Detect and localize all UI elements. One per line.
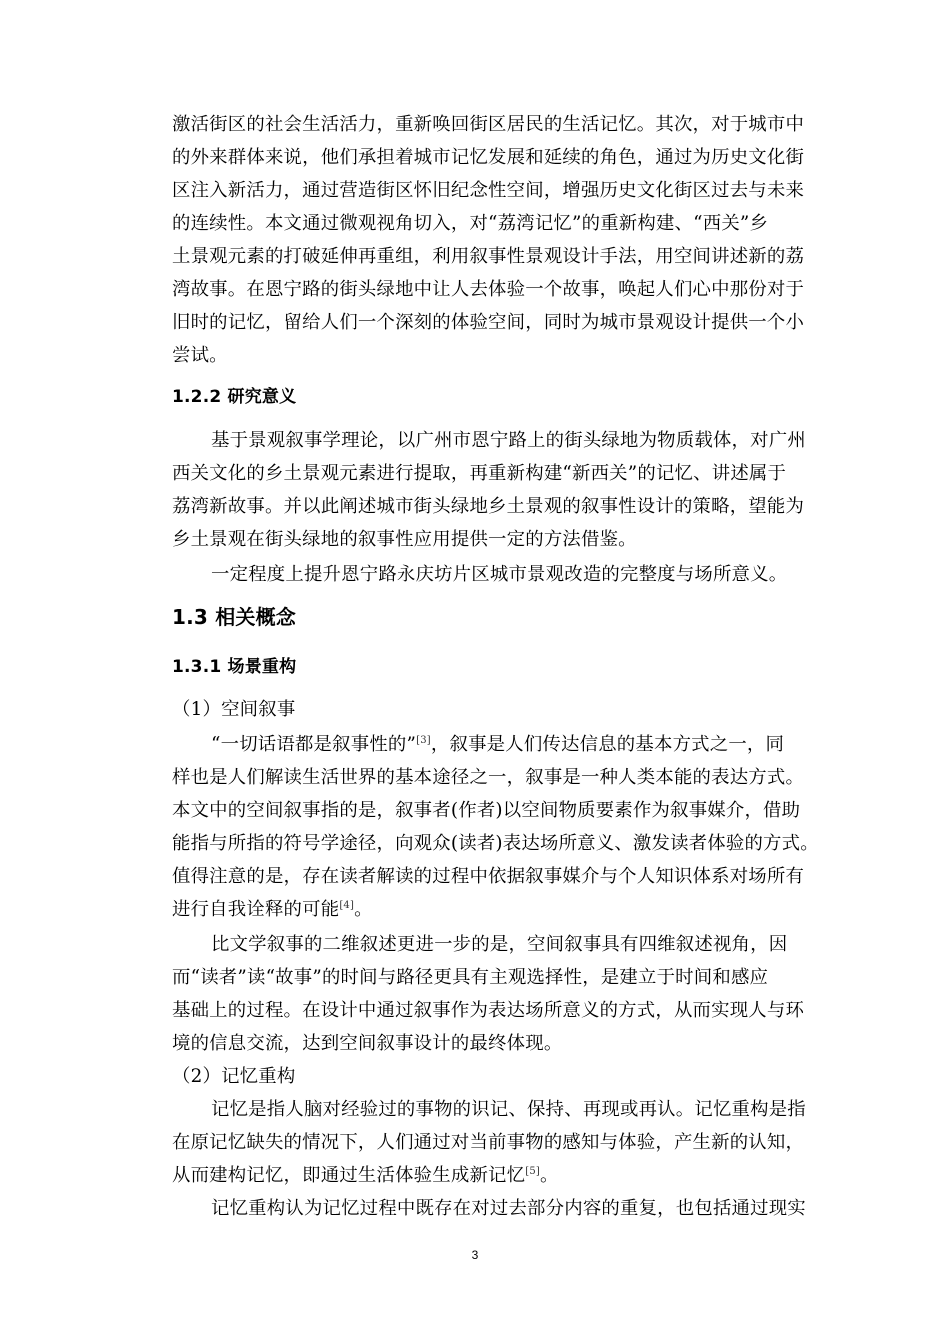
body-text: 进行自我诠释的可能 xyxy=(172,899,340,920)
section-heading-1-3-1: 1.3.1 场景重构 xyxy=(172,657,297,677)
body-text-line: 值得注意的是，存在读者解读的过程中依据叙事媒介与个人知识体系对场所有 xyxy=(172,866,805,887)
body-text: 。 xyxy=(540,1165,559,1186)
body-text-line: 荔湾新故事。并以此阐述城市街头绿地乡土景观的叙事性设计的策略，望能为 xyxy=(172,496,805,517)
quote-text: “一切话语都是叙事性的” xyxy=(211,734,417,755)
body-text-line: 乡土景观在街头绿地的叙事性应用提供一定的方法借鉴。 xyxy=(172,529,637,550)
body-text: 。 xyxy=(354,899,373,920)
body-text: ，叙事是人们传达信息的基本方式之一，同 xyxy=(430,734,785,755)
body-text-line: 区注入新活力，通过营造街区怀旧纪念性空间，增强历史文化街区过去与未来 xyxy=(172,180,805,201)
citation-ref: [4] xyxy=(339,900,355,911)
body-text-line: 西关文化的乡土景观元素进行提取，再重新构建“新西关”的记忆、讲述属于 xyxy=(172,463,787,484)
body-text-line: 基础上的过程。在设计中通过叙事作为表达场所意义的方式，从而实现人与环 xyxy=(172,1000,805,1021)
body-text-line: 记忆重构认为记忆过程中既存在对过去部分内容的重复，也包括通过现实 xyxy=(211,1198,806,1219)
body-text-line xyxy=(172,1163,559,1189)
body-text-line xyxy=(172,897,373,923)
body-text-line: 旧时的记忆，留给人们一个深刻的体验空间，同时为城市景观设计提供一个小 xyxy=(172,312,805,333)
section-heading-1-2-2: 1.2.2 研究意义 xyxy=(172,387,297,407)
body-text-line: 本文中的空间叙事指的是，叙事者(作者)以空间物质要素作为叙事媒介，借助 xyxy=(172,800,801,821)
body-text-line: 比文学叙事的二维叙述更进一步的是，空间叙事具有四维叙述视角，因 xyxy=(211,934,788,955)
body-text-line: 的外来群体来说，他们承担着城市记忆发展和延续的角色，通过为历史文化街 xyxy=(172,147,805,168)
body-text-line: 湾故事。在恩宁路的街头绿地中让人去体验一个故事，唤起人们心中那份对于 xyxy=(172,279,805,300)
body-text-line: 记忆是指人脑对经验过的事物的识记、保持、再现或再认。记忆重构是指 xyxy=(211,1099,806,1120)
citation-ref: [5] xyxy=(525,1166,540,1177)
section-heading-1-3: 1.3 相关概念 xyxy=(172,605,296,629)
subsection-title: （1）空间叙事 xyxy=(172,699,296,720)
body-text-line: 在原记忆缺失的情况下，人们通过对当前事物的感知与体验，产生新的认知， xyxy=(172,1132,805,1153)
body-text-line: 能指与所指的符号学途径，向观众(读者)表达场所意义、激发读者体验的方式。 xyxy=(172,833,819,854)
body-text-line: 基于景观叙事学理论，以广州市恩宁路上的街头绿地为物质载体，对广州 xyxy=(211,430,806,451)
body-text-line: 样也是人们解读生活世界的基本途径之一，叙事是一种人类本能的表达方式。 xyxy=(172,767,805,788)
body-text-line: 境的信息交流，达到空间叙事设计的最终体现。 xyxy=(172,1033,563,1054)
body-text-line: 土景观元素的打破延伸再重组，利用叙事性景观设计手法，用空间讲述新的荔 xyxy=(172,246,805,267)
body-text-line xyxy=(211,732,784,758)
body-text-line: 而“读者”读“故事”的时间与路径更具有主观选择性，是建立于时间和感应 xyxy=(172,967,769,988)
page-number: 3 xyxy=(471,1248,479,1262)
body-text-line: 尝试。 xyxy=(172,345,228,366)
citation-ref: [3] xyxy=(416,735,431,746)
subsection-title: （2）记忆重构 xyxy=(172,1066,296,1087)
body-text-line: 的连续性。本文通过微观视角切入，对“荔湾记忆”的重新构建、“西关”乡 xyxy=(172,213,769,234)
body-text-line: 激活街区的社会生活活力，重新唤回街区居民的生活记忆。其次，对于城市中 xyxy=(172,114,805,135)
body-text: 从而建构记忆，即通过生活体验生成新记忆 xyxy=(172,1165,526,1186)
body-text-line: 一定程度上提升恩宁路永庆坊片区城市景观改造的完整度与场所意义。 xyxy=(211,564,788,585)
